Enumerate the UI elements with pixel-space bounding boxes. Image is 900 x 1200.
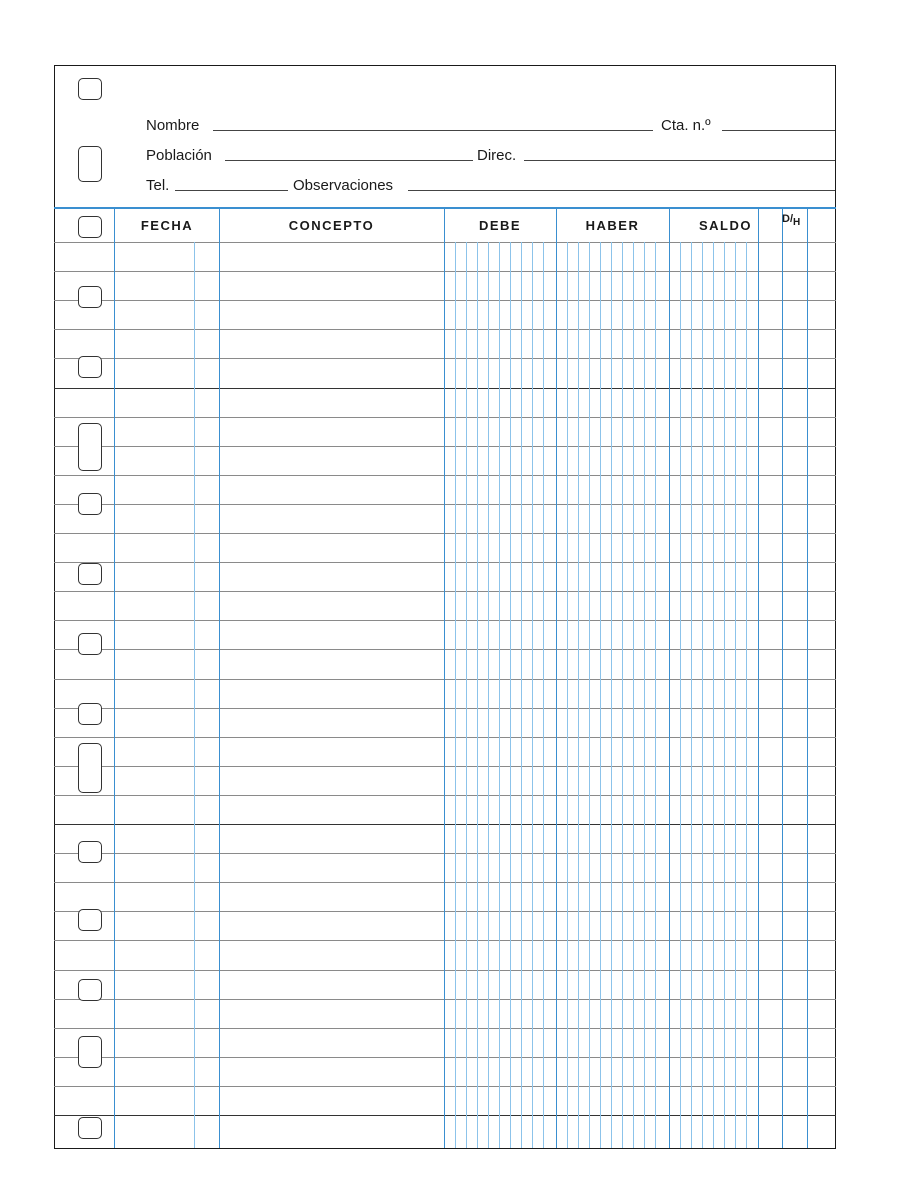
row-line <box>54 708 836 709</box>
binder-hole-icon <box>78 146 102 182</box>
row-line <box>54 795 836 796</box>
digit-line <box>589 242 590 1148</box>
binder-hole-icon <box>78 979 102 1001</box>
digit-line <box>543 242 544 1148</box>
digit-line <box>655 242 656 1148</box>
col-fecha: FECHA <box>140 218 194 233</box>
row-line <box>54 417 836 418</box>
row-line <box>54 649 836 650</box>
row-line <box>54 999 836 1000</box>
row-line <box>54 766 836 767</box>
binder-hole-icon <box>78 493 102 515</box>
digit-line <box>724 242 725 1148</box>
header-divider <box>54 207 836 209</box>
poblacion-field[interactable] <box>225 160 473 161</box>
digit-line <box>455 242 456 1148</box>
binder-hole-icon <box>78 909 102 931</box>
binder-hole-icon <box>78 841 102 863</box>
digit-line <box>746 242 747 1148</box>
digit-line <box>622 242 623 1148</box>
binder-hole-icon <box>78 1036 102 1068</box>
direc-field[interactable] <box>524 160 835 161</box>
row-line <box>54 329 836 330</box>
row-line <box>54 562 836 563</box>
dh-bottom: H <box>793 217 801 229</box>
row-line <box>54 358 836 359</box>
binder-hole-icon <box>78 703 102 725</box>
binder-hole-icon <box>78 286 102 308</box>
binder-hole-icon <box>78 216 102 238</box>
col-divider <box>669 208 670 1148</box>
row-line <box>54 940 836 941</box>
row-line <box>54 911 836 912</box>
row-line <box>54 853 836 854</box>
row-line <box>54 533 836 534</box>
tel-field[interactable] <box>175 190 288 191</box>
poblacion-label: Población <box>146 147 212 164</box>
col-divider <box>444 208 445 1148</box>
digit-line <box>600 242 601 1148</box>
nombre-label: Nombre <box>146 117 200 134</box>
row-line <box>54 388 836 389</box>
digit-line <box>713 242 714 1148</box>
row-line <box>54 737 836 738</box>
binder-hole-icon <box>78 1117 102 1139</box>
col-saldo: SALDO <box>699 218 752 233</box>
row-line <box>54 620 836 621</box>
direc-label: Direc. <box>477 147 517 164</box>
cta-label: Cta. n.º <box>661 117 711 134</box>
row-line <box>54 1057 836 1058</box>
observaciones-label: Observaciones <box>293 177 394 194</box>
row-line <box>54 1028 836 1029</box>
digit-line <box>644 242 645 1148</box>
col-divider <box>807 208 808 1148</box>
binder-hole-icon <box>78 356 102 378</box>
fecha-subdivider <box>194 242 195 1148</box>
digit-line <box>477 242 478 1148</box>
col-divider <box>556 208 557 1148</box>
digit-line <box>680 242 681 1148</box>
binder-hole-icon <box>78 743 102 793</box>
row-line <box>54 446 836 447</box>
row-line <box>54 504 836 505</box>
col-divider <box>782 208 783 1148</box>
row-line <box>54 1086 836 1087</box>
digit-line <box>521 242 522 1148</box>
col-dh: $D/_H$ <box>782 213 801 229</box>
cta-field[interactable] <box>722 130 835 131</box>
column-header-bottom <box>54 242 836 243</box>
row-line <box>54 1115 836 1116</box>
col-divider <box>114 208 115 1148</box>
digit-line <box>611 242 612 1148</box>
row-line <box>54 679 836 680</box>
row-line <box>54 970 836 971</box>
digit-line <box>578 242 579 1148</box>
row-line <box>54 591 836 592</box>
digit-line <box>532 242 533 1148</box>
observaciones-field[interactable] <box>408 190 835 191</box>
digit-line <box>510 242 511 1148</box>
row-line <box>54 824 836 825</box>
digit-line <box>488 242 489 1148</box>
digit-line <box>567 242 568 1148</box>
row-line <box>54 475 836 476</box>
digit-line <box>499 242 500 1148</box>
col-divider <box>758 208 759 1148</box>
col-divider <box>219 208 220 1148</box>
nombre-field[interactable] <box>213 130 653 131</box>
binder-hole-icon <box>78 633 102 655</box>
digit-line <box>691 242 692 1148</box>
row-line <box>54 882 836 883</box>
binder-hole-icon <box>78 563 102 585</box>
col-debe: DEBE <box>478 218 522 233</box>
binder-hole-icon <box>78 423 102 471</box>
digit-line <box>633 242 634 1148</box>
col-haber: HABER <box>585 218 640 233</box>
digit-line <box>466 242 467 1148</box>
dh-top: D <box>782 213 790 225</box>
digit-line <box>702 242 703 1148</box>
tel-label: Tel. <box>146 177 170 194</box>
row-line <box>54 300 836 301</box>
binder-hole-icon <box>78 78 102 100</box>
digit-line <box>735 242 736 1148</box>
row-line <box>54 271 836 272</box>
col-concepto: CONCEPTO <box>288 218 375 233</box>
